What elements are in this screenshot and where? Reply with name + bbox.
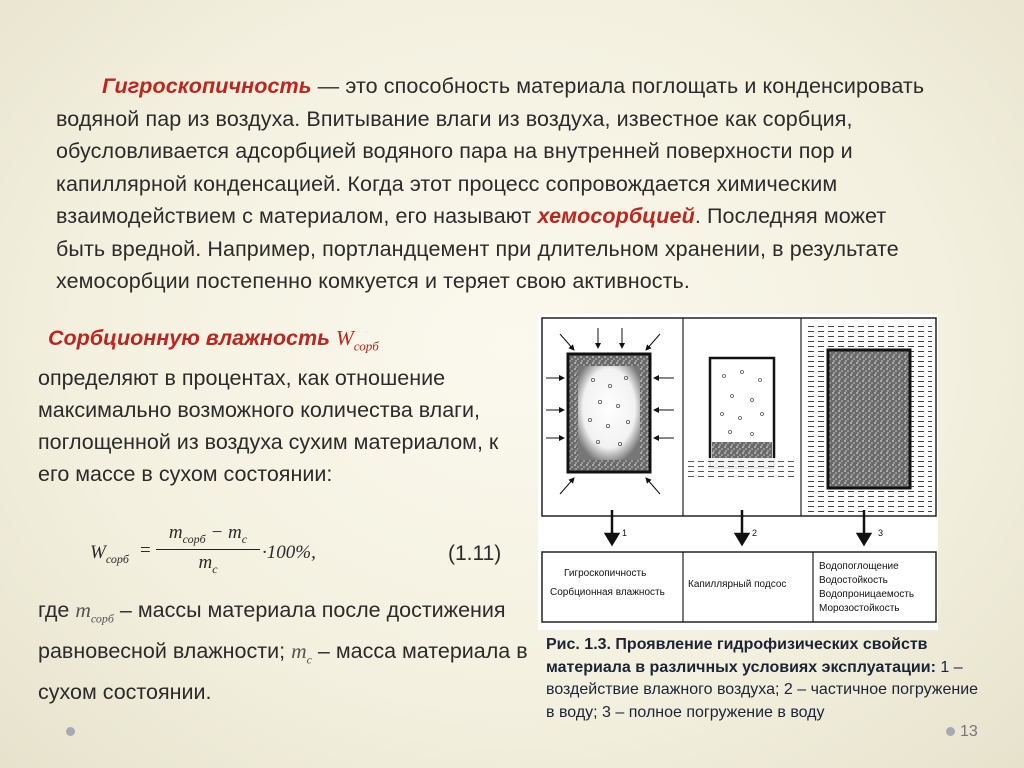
equation-number: (1.11) xyxy=(448,542,502,565)
box1-line2: Сорбционная влажность xyxy=(550,587,665,598)
figure-diagram xyxy=(538,314,938,630)
sorption-moisture-paragraph xyxy=(38,322,528,490)
formula-fraction xyxy=(156,522,260,577)
formula-tail: ·100%, xyxy=(262,542,316,563)
formula-lhs: $W_{сорб}$ xyxy=(90,542,129,566)
figure-label-3: 3 xyxy=(878,528,884,538)
box3-line1: Водопоглощение xyxy=(819,561,899,572)
page-number: 13 xyxy=(960,723,978,740)
formula-1-11 xyxy=(90,522,510,588)
decor-dot-right xyxy=(946,727,955,736)
box1-line1: Гигроскопичность xyxy=(564,568,647,579)
decor-dot-left xyxy=(66,727,75,736)
box3-line4: Морозостойкость xyxy=(819,603,900,614)
figure-1-3 xyxy=(538,314,938,630)
formula-equals: = xyxy=(140,540,151,561)
figure-caption xyxy=(546,634,986,724)
figure-label-1: 1 xyxy=(622,528,628,538)
symbol-m-c: $m_с$ xyxy=(291,638,312,667)
formula-numerator: $m_{сорб} - m_с$ xyxy=(156,522,260,550)
box3-line3: Водопроницаемость xyxy=(819,589,915,600)
paragraph1-text-a: — это способность материала поглощать и конденсировать водяной пар из воздуха. Впитывание влаги из воздуха, известное как сорбция, обусловливается адсорбцией водяного пара на внутренней поверхности пор и капиллярной конденсацией. Когда этот процесс сопровождается химическим взаимодействием с материалом, его называют xyxy=(56,74,925,228)
term-hygroscopicity: Гигроскопичность xyxy=(102,74,312,98)
formula-denominator: $m_с$ xyxy=(198,551,218,576)
paragraph1-text-b: . Последняя может быть вредной. Например, портландцемент при длительном хранении, в результате хемосорбции постепенно комкуется и теряет свою активность. xyxy=(56,204,899,293)
term-chemosorption: хемосорбцией xyxy=(537,204,695,228)
w-sorb-symbol: $W_{сорб}$ xyxy=(335,326,379,354)
variables-explanation: где $m_{сорб}$ – массы материала после достижения равновесной влажности; $m_с$ – масса материала в сухом состоянии. xyxy=(38,598,528,704)
symbol-m-sorb: $m_{сорб}$ xyxy=(75,598,114,626)
hygroscopicity-paragraph xyxy=(56,70,936,298)
box2-line1: Капиллярный подсос xyxy=(688,579,787,590)
sorption-moisture-text: определяют в процентах, как отношение максимально возможного количества влаги, поглощенной из воздуха сухим материалом, к его массе в сухом состоянии: xyxy=(38,366,499,487)
panel-3-full-immersion xyxy=(806,326,932,512)
box3-line2: Водостойкость xyxy=(819,575,888,586)
term-sorption-moisture: Сорбционную влажность xyxy=(48,326,330,350)
figure-label-2: 2 xyxy=(752,528,758,538)
caption-bold: Рис. 1.3. Проявление гидрофизических свойств материала в различных условиях эксплуатации: xyxy=(546,636,936,676)
sorption-moisture-heading xyxy=(38,322,528,362)
caption-rest: 1 – воздействие влажного воздуха; 2 – частичное погружение в воду; 3 – полное погружение в воду xyxy=(546,658,979,721)
